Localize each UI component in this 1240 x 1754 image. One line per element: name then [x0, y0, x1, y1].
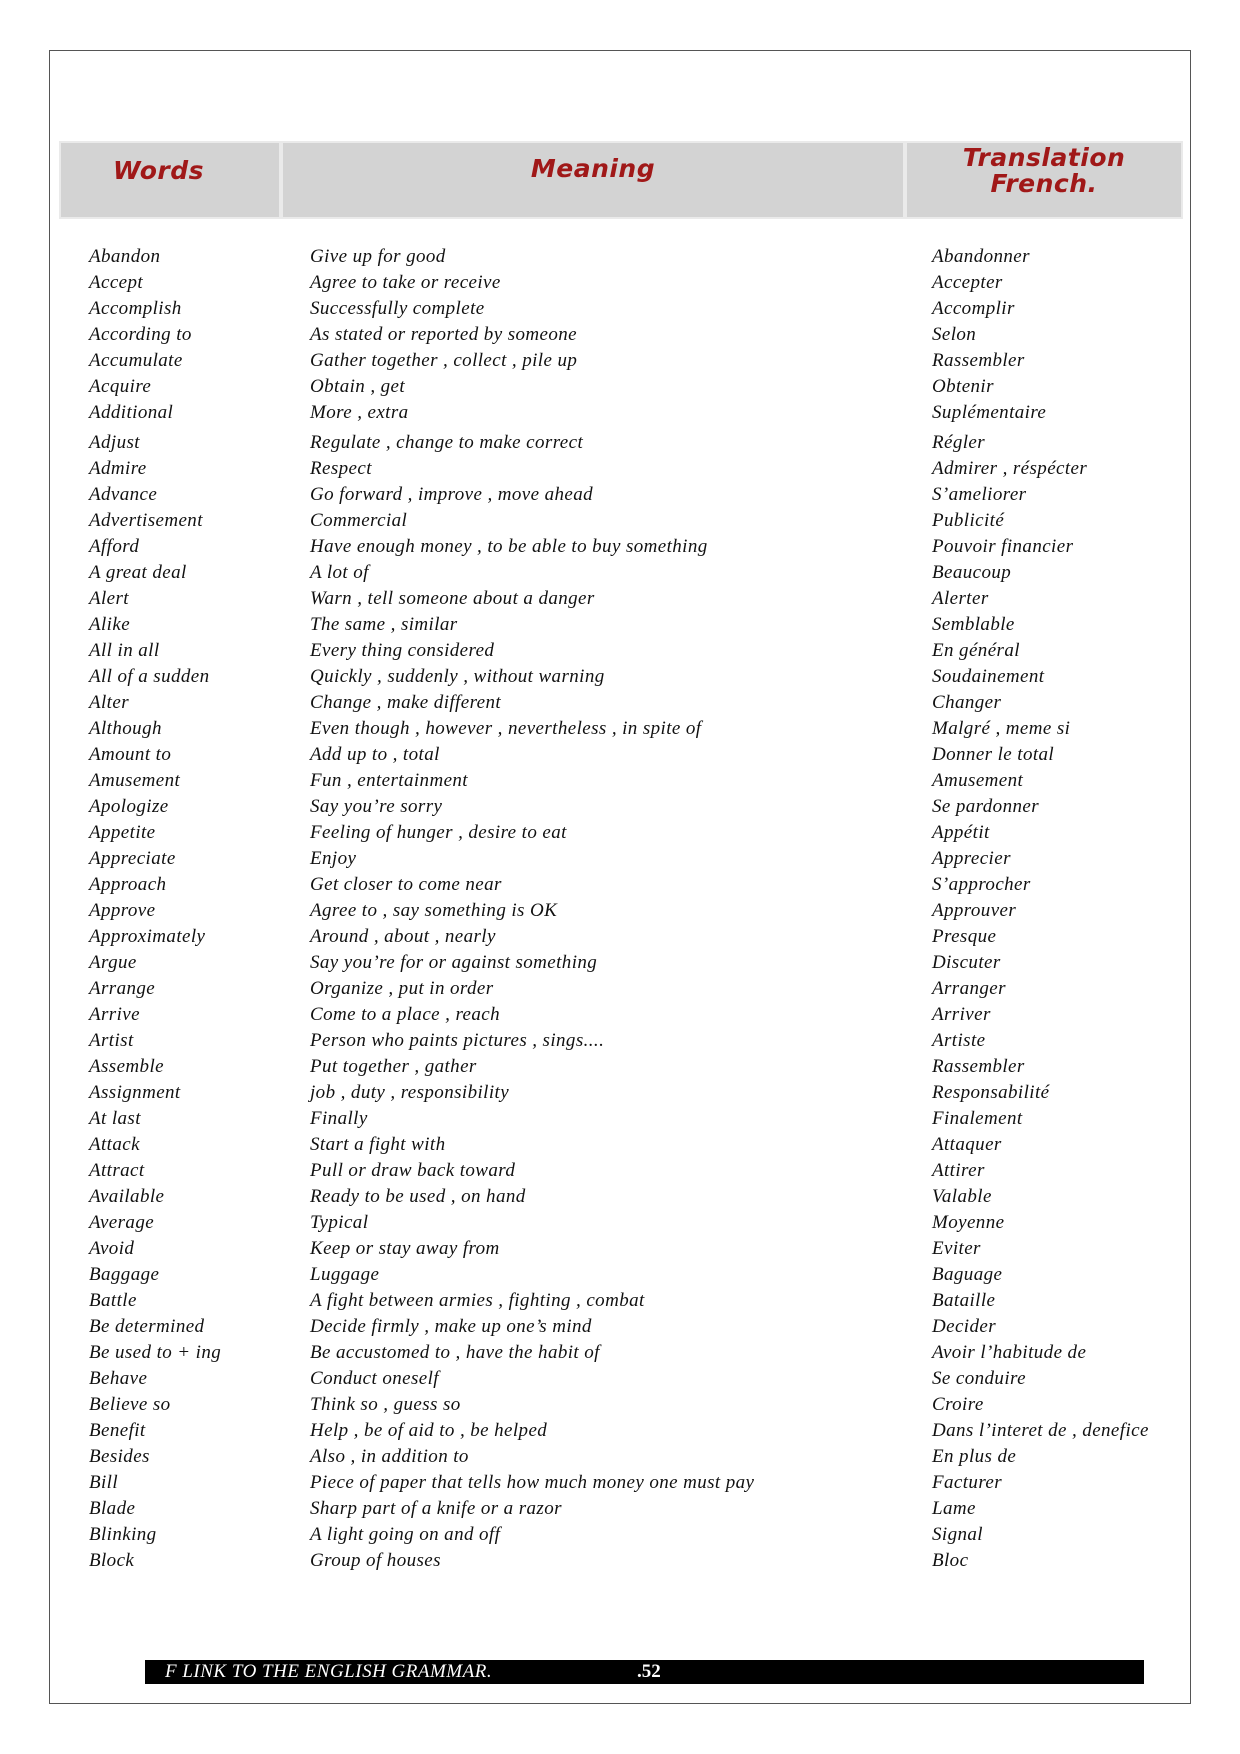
- word-cell: Advertisement: [89, 510, 203, 531]
- word-cell: Avoid: [89, 1238, 135, 1259]
- table-row: [0, 822, 1240, 848]
- table-row: [0, 1108, 1240, 1134]
- translation-cell: Bataille: [932, 1290, 996, 1311]
- translation-cell: En plus de: [932, 1446, 1017, 1467]
- word-cell: Assignment: [89, 1082, 181, 1103]
- table-row: [0, 1030, 1240, 1056]
- table-row: [0, 246, 1240, 272]
- translation-cell: Abandonner: [932, 246, 1030, 267]
- word-cell: Assemble: [89, 1056, 164, 1077]
- meaning-cell: Be accustomed to , have the habit of: [310, 1342, 600, 1363]
- meaning-cell: Pull or draw back toward: [310, 1160, 516, 1181]
- translation-cell: Avoir l’habitude de: [932, 1342, 1087, 1363]
- table-row: [0, 1290, 1240, 1316]
- word-cell: Be used to + ing: [89, 1342, 222, 1363]
- word-cell: Appreciate: [89, 848, 176, 869]
- table-row: [0, 324, 1240, 350]
- translation-cell: Semblable: [932, 614, 1015, 635]
- word-cell: Blade: [89, 1498, 136, 1519]
- table-row: [0, 1056, 1240, 1082]
- table-row: [0, 1446, 1240, 1472]
- table-row: [0, 640, 1240, 666]
- translation-cell: S’ameliorer: [932, 484, 1027, 505]
- table-row: [0, 1186, 1240, 1212]
- word-cell: Battle: [89, 1290, 137, 1311]
- meaning-cell: Change , make different: [310, 692, 502, 713]
- meaning-cell: Group of houses: [310, 1550, 441, 1571]
- word-cell: Artist: [89, 1030, 134, 1051]
- meaning-cell: Quickly , suddenly , without warning: [310, 666, 605, 687]
- translation-cell: Facturer: [932, 1472, 1003, 1493]
- word-cell: Available: [89, 1186, 165, 1207]
- meaning-cell: Piece of paper that tells how much money one must pay: [310, 1472, 755, 1493]
- word-cell: Alike: [89, 614, 131, 635]
- meaning-cell: As stated or reported by someone: [310, 324, 577, 345]
- header-translation-line2: French.: [990, 169, 1098, 198]
- word-cell: All in all: [89, 640, 160, 661]
- meaning-cell: job , duty , responsibility: [310, 1082, 510, 1103]
- table-row: [0, 1212, 1240, 1238]
- table-row: [0, 926, 1240, 952]
- table-row: [0, 900, 1240, 926]
- header-words-cell: [59, 141, 281, 219]
- translation-cell: Suplémentaire: [932, 402, 1047, 423]
- meaning-cell: Feeling of hunger , desire to eat: [310, 822, 567, 843]
- table-row: [0, 978, 1240, 1004]
- translation-cell: Accomplir: [932, 298, 1015, 319]
- translation-cell: Rassembler: [932, 1056, 1025, 1077]
- translation-cell: Bloc: [932, 1550, 969, 1571]
- translation-cell: Croire: [932, 1394, 984, 1415]
- translation-cell: Finalement: [932, 1108, 1023, 1129]
- translation-cell: Signal: [932, 1524, 983, 1545]
- table-row: [0, 1472, 1240, 1498]
- footer-bar: [145, 1660, 1144, 1684]
- word-cell: Benefit: [89, 1420, 146, 1441]
- table-row: [0, 350, 1240, 376]
- word-cell: Accept: [89, 272, 144, 293]
- translation-cell: Obtenir: [932, 376, 994, 397]
- meaning-cell: Also , in addition to: [310, 1446, 469, 1467]
- word-cell: At last: [89, 1108, 141, 1129]
- meaning-cell: Gather together , collect , pile up: [310, 350, 578, 371]
- table-row: [0, 588, 1240, 614]
- table-row: [0, 298, 1240, 324]
- word-cell: Argue: [89, 952, 137, 973]
- table-row: [0, 718, 1240, 744]
- translation-cell: Arriver: [932, 1004, 991, 1025]
- word-cell: Approximately: [89, 926, 206, 947]
- meaning-cell: Successfully complete: [310, 298, 485, 319]
- word-cell: Advance: [89, 484, 158, 505]
- table-row: [0, 536, 1240, 562]
- table-row: [0, 562, 1240, 588]
- word-cell: Admire: [89, 458, 147, 479]
- header-translation-line1: Translation: [962, 143, 1126, 172]
- meaning-cell: The same , similar: [310, 614, 458, 635]
- translation-cell: Arranger: [932, 978, 1006, 999]
- word-cell: Accomplish: [89, 298, 182, 319]
- meaning-cell: Obtain , get: [310, 376, 406, 397]
- meaning-cell: Think so , guess so: [310, 1394, 461, 1415]
- table-row: [0, 1524, 1240, 1550]
- meaning-cell: Get closer to come near: [310, 874, 502, 895]
- translation-cell: Artiste: [932, 1030, 986, 1051]
- word-cell: Average: [89, 1212, 155, 1233]
- table-row: [0, 432, 1240, 458]
- meaning-cell: Respect: [310, 458, 372, 479]
- word-cell: Believe so: [89, 1394, 171, 1415]
- meaning-cell: Agree to , say something is OK: [310, 900, 558, 921]
- translation-cell: Selon: [932, 324, 977, 345]
- table-row: [0, 272, 1240, 298]
- word-cell: Acquire: [89, 376, 152, 397]
- translation-cell: En général: [932, 640, 1020, 661]
- word-cell: Additional: [89, 402, 174, 423]
- meaning-cell: Agree to take or receive: [310, 272, 501, 293]
- meaning-cell: A lot of: [310, 562, 369, 583]
- translation-cell: Alerter: [932, 588, 989, 609]
- meaning-cell: More , extra: [310, 402, 409, 423]
- translation-cell: Soudainement: [932, 666, 1045, 687]
- table-row: [0, 1264, 1240, 1290]
- translation-cell: Changer: [932, 692, 1002, 713]
- translation-cell: Beaucoup: [932, 562, 1012, 583]
- translation-cell: Moyenne: [932, 1212, 1005, 1233]
- meaning-cell: Luggage: [310, 1264, 380, 1285]
- word-cell: Amusement: [89, 770, 181, 791]
- meaning-cell: Ready to be used , on hand: [310, 1186, 526, 1207]
- translation-cell: Attirer: [932, 1160, 985, 1181]
- translation-cell: Se pardonner: [932, 796, 1039, 817]
- header-words: Words: [113, 156, 204, 185]
- word-cell: All of a sudden: [89, 666, 210, 687]
- header-meaning-cell: [281, 141, 905, 219]
- word-cell: According to: [89, 324, 192, 345]
- table-row: [0, 510, 1240, 536]
- word-cell: Arrive: [89, 1004, 140, 1025]
- meaning-cell: Help , be of aid to , be helped: [310, 1420, 548, 1441]
- table-row: [0, 692, 1240, 718]
- meaning-cell: A light going on and off: [310, 1524, 501, 1545]
- word-cell: Although: [89, 718, 162, 739]
- page-number: .52: [637, 1661, 661, 1682]
- table-row: [0, 1498, 1240, 1524]
- word-cell: Alter: [89, 692, 129, 713]
- word-cell: Attack: [89, 1134, 140, 1155]
- meaning-cell: Commercial: [310, 510, 408, 531]
- word-cell: Amount to: [89, 744, 172, 765]
- meaning-cell: Add up to , total: [310, 744, 440, 765]
- table-row: [0, 1316, 1240, 1342]
- vocabulary-list: [0, 246, 1240, 1576]
- word-cell: Alert: [89, 588, 129, 609]
- word-cell: Arrange: [89, 978, 156, 999]
- word-cell: Besides: [89, 1446, 150, 1467]
- table-row: [0, 796, 1240, 822]
- word-cell: Behave: [89, 1368, 148, 1389]
- word-cell: Abandon: [89, 246, 161, 267]
- meaning-cell: Person who paints pictures , sings....: [310, 1030, 605, 1051]
- table-row: [0, 848, 1240, 874]
- translation-cell: Approuver: [932, 900, 1017, 921]
- translation-cell: Eviter: [932, 1238, 981, 1259]
- translation-cell: Decider: [932, 1316, 996, 1337]
- word-cell: Attract: [89, 1160, 145, 1181]
- translation-cell: Malgré , meme si: [932, 718, 1071, 739]
- table-row: [0, 1420, 1240, 1446]
- meaning-cell: Around , about , nearly: [310, 926, 496, 947]
- translation-cell: Admirer , réspécter: [932, 458, 1088, 479]
- translation-cell: Discuter: [932, 952, 1001, 973]
- meaning-cell: Fun , entertainment: [310, 770, 468, 791]
- table-row: [0, 874, 1240, 900]
- translation-cell: Apprecier: [932, 848, 1011, 869]
- table-row: [0, 666, 1240, 692]
- translation-cell: Donner le total: [932, 744, 1055, 765]
- meaning-cell: Give up for good: [310, 246, 446, 267]
- table-row: [0, 1550, 1240, 1576]
- meaning-cell: Say you’re sorry: [310, 796, 443, 817]
- meaning-cell: Warn , tell someone about a danger: [310, 588, 595, 609]
- table-row: [0, 1238, 1240, 1264]
- meaning-cell: Decide firmly , make up one’s mind: [310, 1316, 592, 1337]
- meaning-cell: Keep or stay away from: [310, 1238, 500, 1259]
- word-cell: Approach: [89, 874, 167, 895]
- table-row: [0, 402, 1240, 428]
- word-cell: Appetite: [89, 822, 156, 843]
- translation-cell: Dans l’interet de , denefice: [932, 1420, 1149, 1441]
- table-row: [0, 1004, 1240, 1030]
- translation-cell: Accepter: [932, 272, 1003, 293]
- table-row: [0, 770, 1240, 796]
- table-row: [0, 1394, 1240, 1420]
- translation-cell: Lame: [932, 1498, 976, 1519]
- table-row: [0, 952, 1240, 978]
- meaning-cell: Enjoy: [310, 848, 357, 869]
- table-row: [0, 458, 1240, 484]
- translation-cell: Presque: [932, 926, 997, 947]
- word-cell: Be determined: [89, 1316, 205, 1337]
- meaning-cell: Even though , however , nevertheless , in spite of: [310, 718, 702, 739]
- translation-cell: Valable: [932, 1186, 992, 1207]
- translation-cell: Amusement: [932, 770, 1024, 791]
- word-cell: Adjust: [89, 432, 140, 453]
- meaning-cell: Say you’re for or against something: [310, 952, 598, 973]
- meaning-cell: Put together , gather: [310, 1056, 477, 1077]
- word-cell: Accumulate: [89, 350, 183, 371]
- word-cell: Block: [89, 1550, 135, 1571]
- meaning-cell: Start a fight with: [310, 1134, 446, 1155]
- word-cell: Blinking: [89, 1524, 157, 1545]
- table-row: [0, 1342, 1240, 1368]
- meaning-cell: Finally: [310, 1108, 368, 1129]
- translation-cell: Rassembler: [932, 350, 1025, 371]
- word-cell: Apologize: [89, 796, 169, 817]
- translation-cell: Responsabilité: [932, 1082, 1050, 1103]
- word-cell: Afford: [89, 536, 140, 557]
- footer-text: F LINK TO THE ENGLISH GRAMMAR.: [165, 1661, 493, 1682]
- translation-cell: S’approcher: [932, 874, 1031, 895]
- header-translation-cell: [905, 141, 1183, 219]
- translation-cell: Baguage: [932, 1264, 1003, 1285]
- translation-cell: Se conduire: [932, 1368, 1026, 1389]
- translation-cell: Appétit: [932, 822, 990, 843]
- meaning-cell: Conduct oneself: [310, 1368, 439, 1389]
- word-cell: Bill: [89, 1472, 119, 1493]
- meaning-cell: Have enough money , to be able to buy something: [310, 536, 708, 557]
- meaning-cell: Come to a place , reach: [310, 1004, 501, 1025]
- table-row: [0, 1134, 1240, 1160]
- meaning-cell: Every thing considered: [310, 640, 495, 661]
- table-row: [0, 744, 1240, 770]
- meaning-cell: Organize , put in order: [310, 978, 494, 999]
- table-row: [0, 614, 1240, 640]
- meaning-cell: Typical: [310, 1212, 369, 1233]
- table-header: [59, 141, 1183, 219]
- word-cell: Baggage: [89, 1264, 160, 1285]
- table-row: [0, 1368, 1240, 1394]
- translation-cell: Attaquer: [932, 1134, 1002, 1155]
- word-cell: A great deal: [89, 562, 187, 583]
- translation-cell: Publicité: [932, 510, 1005, 531]
- meaning-cell: Sharp part of a knife or a razor: [310, 1498, 562, 1519]
- translation-cell: Régler: [932, 432, 986, 453]
- table-row: [0, 484, 1240, 510]
- meaning-cell: A fight between armies , fighting , combat: [310, 1290, 645, 1311]
- translation-cell: Pouvoir financier: [932, 536, 1074, 557]
- table-row: [0, 376, 1240, 402]
- header-meaning: Meaning: [530, 154, 656, 183]
- table-row: [0, 1082, 1240, 1108]
- meaning-cell: Regulate , change to make correct: [310, 432, 584, 453]
- table-row: [0, 1160, 1240, 1186]
- word-cell: Approve: [89, 900, 156, 921]
- meaning-cell: Go forward , improve , move ahead: [310, 484, 594, 505]
